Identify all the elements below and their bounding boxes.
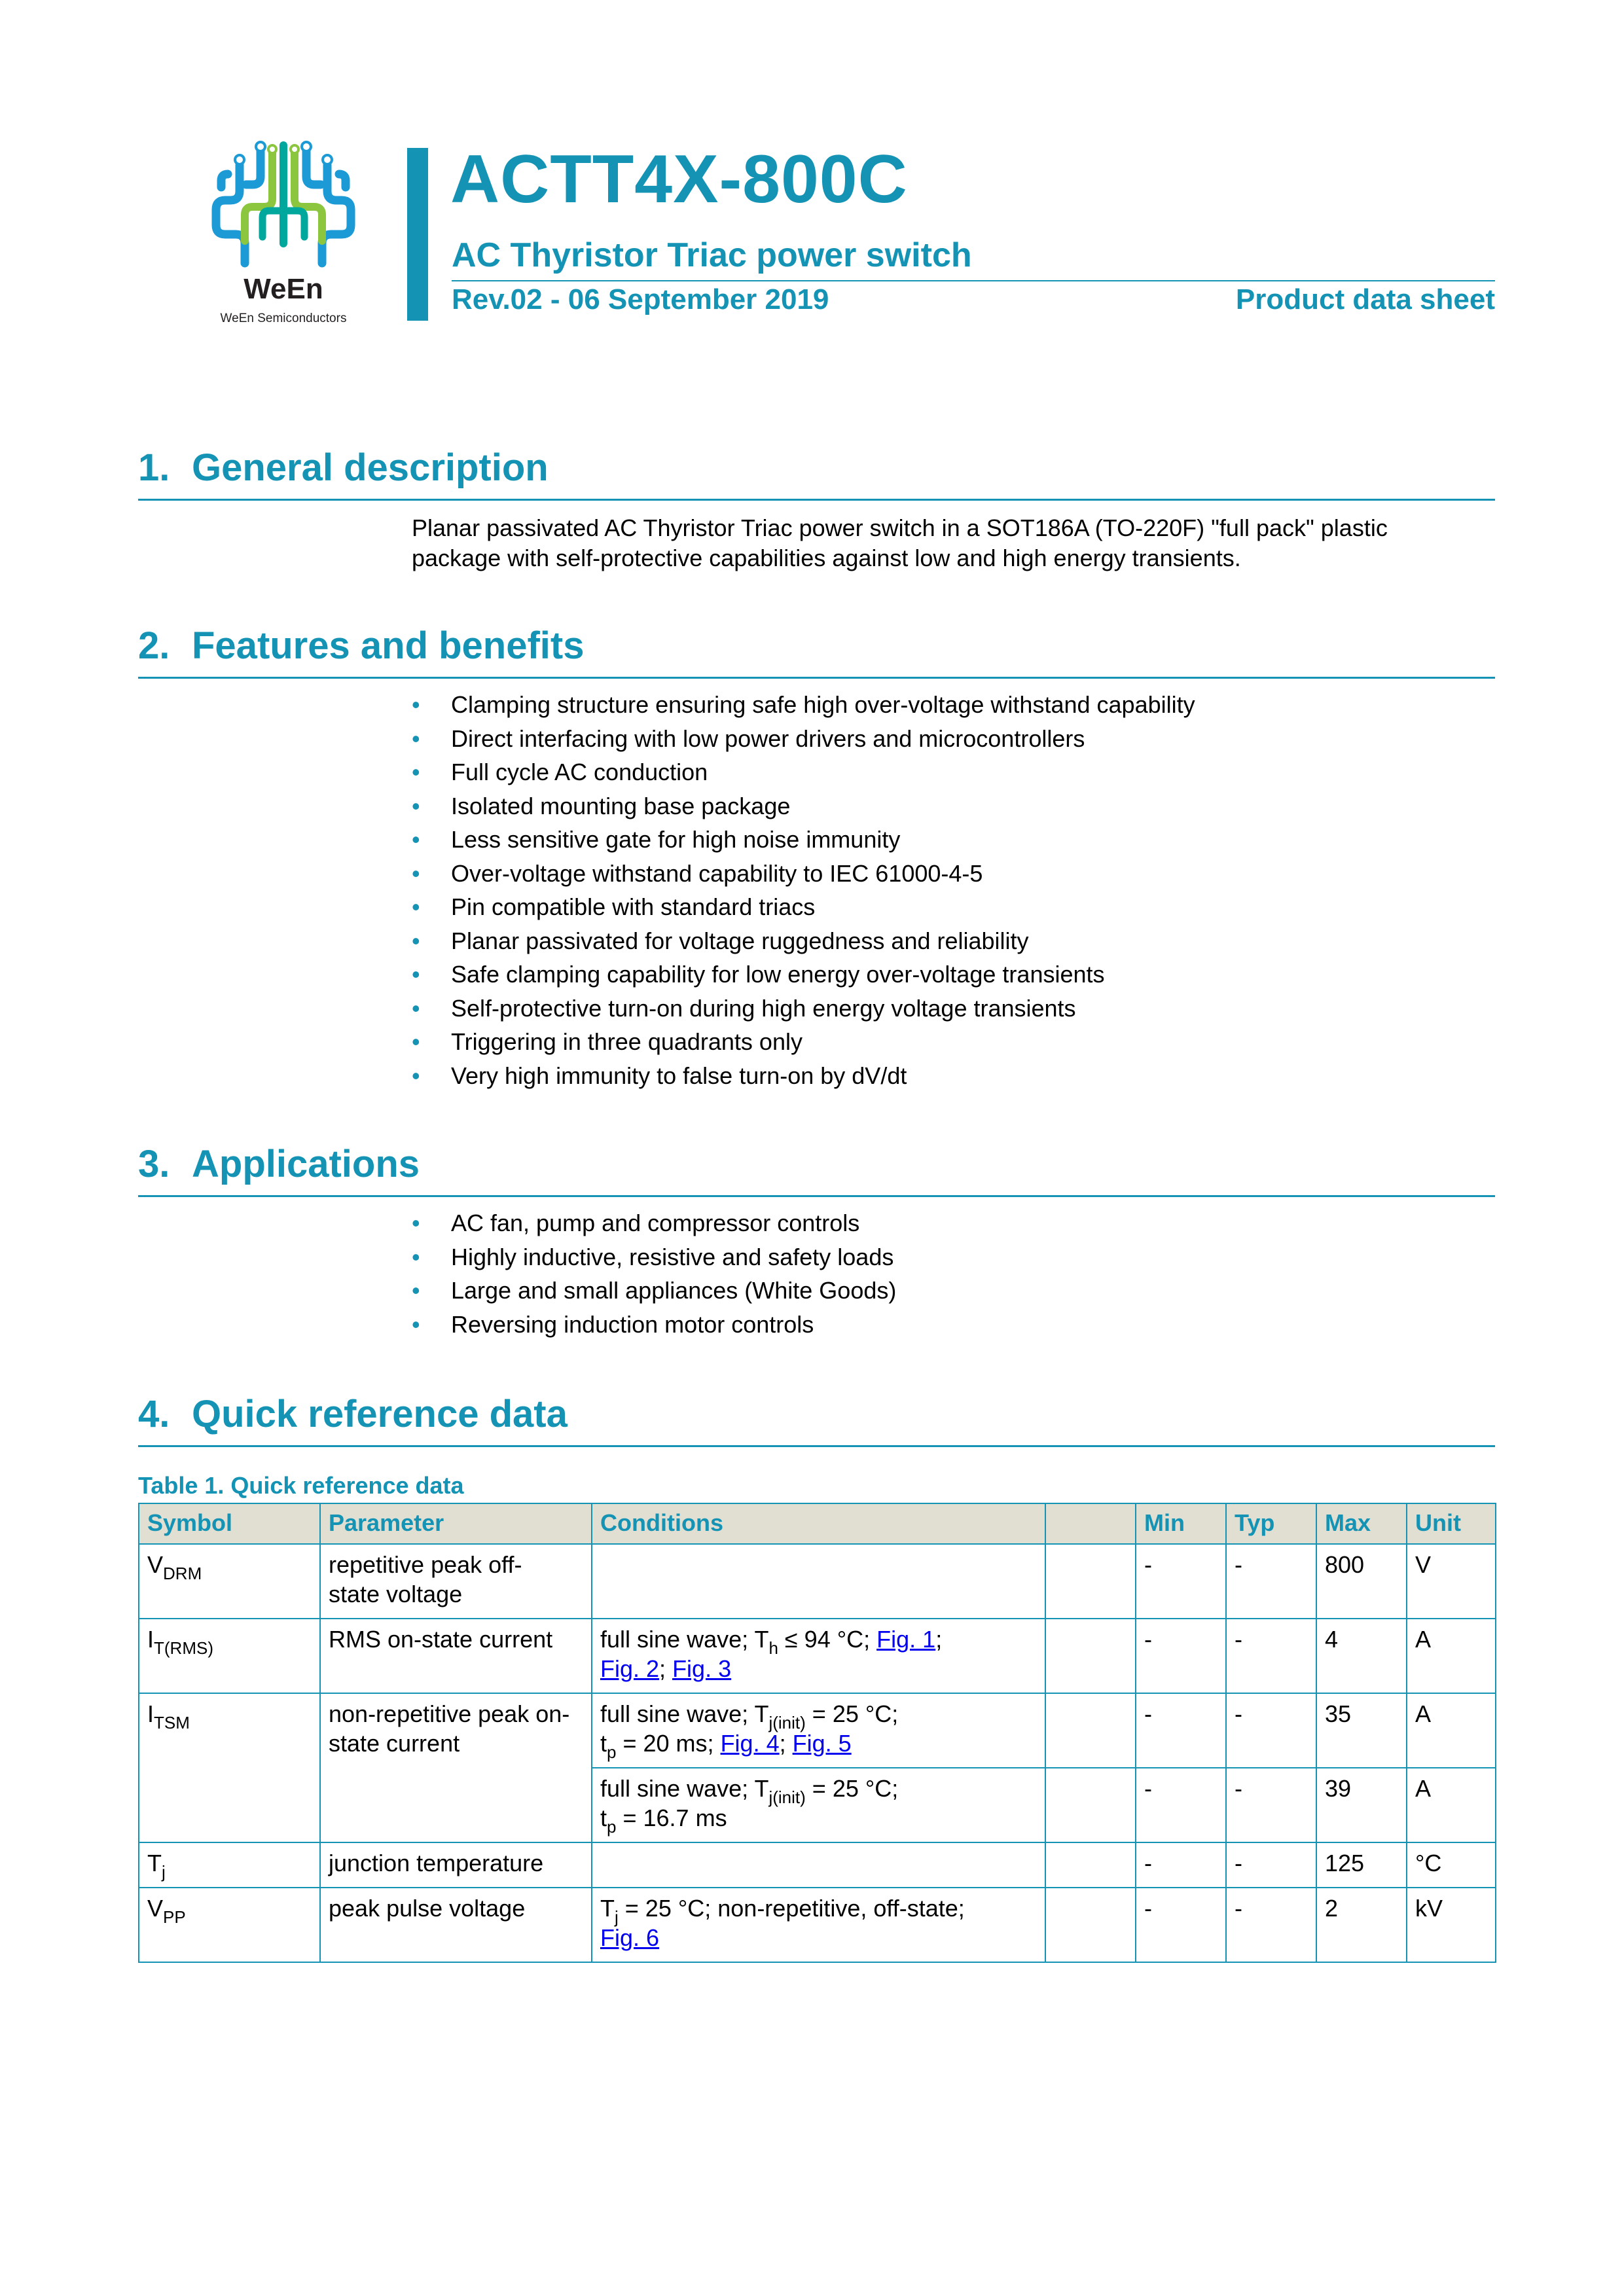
typ-cell: - bbox=[1226, 1768, 1316, 1842]
fig-4-link[interactable]: Fig. 4 bbox=[720, 1730, 780, 1757]
min-cell: - bbox=[1136, 1619, 1226, 1693]
column-header-unit: Unit bbox=[1407, 1503, 1496, 1544]
fig-5-link[interactable]: Fig. 5 bbox=[792, 1730, 852, 1757]
conditions-text: = 20 ms; bbox=[616, 1730, 721, 1757]
application-item: • Large and small appliances (White Goods) bbox=[412, 1274, 896, 1308]
conditions-subscript: j bbox=[615, 1907, 619, 1927]
fig-3-link[interactable]: Fig. 3 bbox=[672, 1655, 732, 1682]
symbol-text: I bbox=[147, 1626, 154, 1653]
application-item: • AC fan, pump and compressor controls bbox=[412, 1206, 896, 1240]
table-row bbox=[139, 1842, 1496, 1888]
min-cell: - bbox=[1136, 1888, 1226, 1962]
conditions-line bbox=[600, 1803, 1037, 1837]
feature-item: • Isolated mounting base package bbox=[412, 789, 1195, 823]
column-header-max: Max bbox=[1316, 1503, 1407, 1544]
symbol-subscript: j bbox=[162, 1862, 166, 1882]
application-item: • Highly inductive, resistive and safety loads bbox=[412, 1240, 896, 1274]
typ-cell: - bbox=[1226, 1888, 1316, 1962]
parameter-line: state current bbox=[329, 1730, 460, 1757]
unit-cell: A bbox=[1407, 1768, 1496, 1842]
conditions-cell bbox=[592, 1693, 1045, 1768]
feature-item: • Over-voltage withstand capability to IEC 61000-4-5 bbox=[412, 857, 1195, 891]
unit-cell: kV bbox=[1407, 1888, 1496, 1962]
conditions-line bbox=[600, 1624, 1037, 1658]
parameter-line: repetitive peak off- bbox=[329, 1551, 522, 1578]
parameter-cell bbox=[320, 1544, 592, 1619]
conditions-cell bbox=[592, 1842, 1045, 1888]
logo-tagline: WeEn Semiconductors bbox=[220, 312, 347, 325]
parameter-cell bbox=[320, 1619, 592, 1693]
separator-text: ; bbox=[659, 1655, 673, 1682]
unit-cell: A bbox=[1407, 1619, 1496, 1693]
conditions-line bbox=[600, 1893, 1037, 1927]
blank-cell bbox=[1045, 1888, 1136, 1962]
feature-item: • Full cycle AC conduction bbox=[412, 755, 1195, 789]
conditions-cell bbox=[592, 1619, 1045, 1693]
column-header-conditions: Conditions bbox=[592, 1503, 1045, 1544]
conditions-text: T bbox=[600, 1895, 615, 1922]
section-title: Applications bbox=[192, 1143, 420, 1185]
conditions-line bbox=[600, 1774, 1037, 1807]
conditions-subscript: j(init) bbox=[768, 1713, 806, 1732]
section-number: 4. bbox=[138, 1393, 170, 1435]
conditions-cell bbox=[592, 1544, 1045, 1619]
blank-cell bbox=[1045, 1768, 1136, 1842]
typ-cell: - bbox=[1226, 1619, 1316, 1693]
min-cell: - bbox=[1136, 1693, 1226, 1768]
max-cell: 39 bbox=[1316, 1768, 1407, 1842]
fig-1-link[interactable]: Fig. 1 bbox=[876, 1626, 936, 1653]
document-title: ACTT4X-800C bbox=[450, 141, 908, 217]
table-row bbox=[139, 1619, 1496, 1693]
conditions-text: = 25 °C; bbox=[805, 1700, 899, 1727]
conditions-subscript: h bbox=[768, 1638, 778, 1658]
min-cell: - bbox=[1136, 1768, 1226, 1842]
parameter-cell bbox=[320, 1888, 592, 1962]
symbol-subscript: TSM bbox=[154, 1713, 190, 1732]
document-subtitle: AC Thyristor Triac power switch bbox=[452, 236, 972, 274]
section-divider bbox=[138, 1445, 1495, 1447]
symbol-cell bbox=[139, 1842, 320, 1888]
column-header-blank bbox=[1045, 1503, 1136, 1544]
section-features-heading bbox=[138, 624, 585, 667]
conditions-text: = 25 °C; non-repetitive, off-state; bbox=[618, 1895, 965, 1922]
table-row bbox=[139, 1693, 1496, 1768]
feature-item: • Very high immunity to false turn-on by dV/dt bbox=[412, 1059, 1195, 1093]
conditions-cell bbox=[592, 1768, 1045, 1842]
feature-item: • Pin compatible with standard triacs bbox=[412, 890, 1195, 924]
symbol-subscript: DRM bbox=[163, 1564, 202, 1583]
logo-wordmark: WeEn bbox=[244, 273, 323, 305]
section-divider bbox=[138, 677, 1495, 679]
symbol-subscript: PP bbox=[163, 1907, 186, 1927]
conditions-line bbox=[600, 1654, 1037, 1683]
conditions-text: full sine wave; T bbox=[600, 1775, 769, 1802]
section-number: 2. bbox=[138, 624, 170, 667]
symbol-subscript: T(RMS) bbox=[154, 1638, 213, 1658]
parameter-line: junction temperature bbox=[329, 1850, 544, 1876]
conditions-subscript: p bbox=[607, 1742, 617, 1762]
symbol-cell bbox=[139, 1544, 320, 1619]
max-cell: 35 bbox=[1316, 1693, 1407, 1768]
parameter-line: RMS on-state current bbox=[329, 1626, 553, 1653]
conditions-text: full sine wave; T bbox=[600, 1626, 769, 1653]
table-row bbox=[139, 1888, 1496, 1962]
quick-reference-table bbox=[138, 1503, 1496, 1963]
blank-cell bbox=[1045, 1619, 1136, 1693]
conditions-subscript: j(init) bbox=[768, 1787, 806, 1807]
section-title: Quick reference data bbox=[192, 1393, 568, 1435]
max-cell: 4 bbox=[1316, 1619, 1407, 1693]
ween-logo bbox=[208, 139, 359, 329]
general-description-text bbox=[412, 513, 1492, 573]
symbol-text: V bbox=[147, 1895, 164, 1922]
section-number: 1. bbox=[138, 446, 170, 489]
blank-cell bbox=[1045, 1544, 1136, 1619]
symbol-cell bbox=[139, 1888, 320, 1962]
column-header-symbol: Symbol bbox=[139, 1503, 320, 1544]
application-item: • Reversing induction motor controls bbox=[412, 1308, 896, 1342]
typ-cell: - bbox=[1226, 1693, 1316, 1768]
blank-cell bbox=[1045, 1693, 1136, 1768]
table-caption: Table 1. Quick reference data bbox=[138, 1472, 464, 1499]
column-header-typ: Typ bbox=[1226, 1503, 1316, 1544]
section-number: 3. bbox=[138, 1143, 170, 1185]
column-header-parameter: Parameter bbox=[320, 1503, 592, 1544]
table-header-row bbox=[139, 1503, 1496, 1544]
unit-cell: V bbox=[1407, 1544, 1496, 1619]
min-cell: - bbox=[1136, 1544, 1226, 1619]
unit-cell: °C bbox=[1407, 1842, 1496, 1888]
symbol-text: V bbox=[147, 1551, 164, 1578]
section-quick-reference-heading bbox=[138, 1395, 568, 1433]
conditions-text: t bbox=[600, 1804, 607, 1831]
conditions-line bbox=[600, 1699, 1037, 1732]
conditions-subscript: p bbox=[607, 1817, 617, 1837]
conditions-line bbox=[600, 1923, 1037, 1952]
conditions-text: t bbox=[600, 1730, 607, 1757]
section-applications-heading bbox=[138, 1145, 420, 1183]
title-accent-bar bbox=[407, 148, 428, 321]
feature-item: • Self-protective turn-on during high energy voltage transients bbox=[412, 992, 1195, 1026]
fig-6-link[interactable]: Fig. 6 bbox=[600, 1924, 660, 1951]
feature-item: • Less sensitive gate for high noise immunity bbox=[412, 823, 1195, 857]
symbol-text: T bbox=[147, 1850, 162, 1876]
conditions-text: = 16.7 ms bbox=[616, 1804, 727, 1831]
max-cell: 125 bbox=[1316, 1842, 1407, 1888]
feature-item: • Direct interfacing with low power drivers and microcontrollers bbox=[412, 722, 1195, 756]
feature-item: • Triggering in three quadrants only bbox=[412, 1025, 1195, 1059]
parameter-cell bbox=[320, 1842, 592, 1888]
header-divider bbox=[452, 280, 1495, 281]
fig-2-link[interactable]: Fig. 2 bbox=[600, 1655, 660, 1682]
parameter-line: state voltage bbox=[329, 1581, 463, 1607]
section-divider bbox=[138, 499, 1495, 501]
column-header-min: Min bbox=[1136, 1503, 1226, 1544]
feature-item: • Clamping structure ensuring safe high over-voltage withstand capability bbox=[412, 688, 1195, 722]
table-row bbox=[139, 1544, 1496, 1619]
document-type: Product data sheet bbox=[1235, 283, 1495, 315]
min-cell: - bbox=[1136, 1842, 1226, 1888]
max-cell: 2 bbox=[1316, 1888, 1407, 1962]
blank-cell bbox=[1045, 1842, 1136, 1888]
typ-cell: - bbox=[1226, 1544, 1316, 1619]
section-title: Features and benefits bbox=[192, 624, 585, 667]
parameter-line: peak pulse voltage bbox=[329, 1895, 526, 1922]
conditions-line bbox=[600, 1729, 1037, 1762]
conditions-cell bbox=[592, 1888, 1045, 1962]
max-cell: 800 bbox=[1316, 1544, 1407, 1619]
feature-item: • Safe clamping capability for low energy over-voltage transients bbox=[412, 958, 1195, 992]
parameter-cell bbox=[320, 1693, 592, 1842]
general-description-line: package with self-protective capabilities against low and high energy transients. bbox=[412, 545, 1241, 571]
typ-cell: - bbox=[1226, 1842, 1316, 1888]
general-description-line: Planar passivated AC Thyristor Triac power switch in a SOT186A (TO-220F) "full pack" plastic bbox=[412, 514, 1388, 541]
conditions-text: = 25 °C; bbox=[805, 1775, 899, 1802]
applications-list bbox=[412, 1206, 896, 1341]
section-divider bbox=[138, 1195, 1495, 1197]
conditions-text: ≤ 94 °C; bbox=[778, 1626, 877, 1653]
separator-text: ; bbox=[935, 1626, 943, 1653]
feature-item: • Planar passivated for voltage ruggedness and reliability bbox=[412, 924, 1195, 958]
symbol-text: I bbox=[147, 1700, 154, 1727]
symbol-cell bbox=[139, 1619, 320, 1693]
unit-cell: A bbox=[1407, 1693, 1496, 1768]
section-title: General description bbox=[192, 446, 549, 489]
symbol-cell bbox=[139, 1693, 320, 1842]
separator-text: ; bbox=[779, 1730, 793, 1757]
conditions-text: full sine wave; T bbox=[600, 1700, 769, 1727]
parameter-line: non-repetitive peak on- bbox=[329, 1700, 570, 1727]
features-list bbox=[412, 688, 1195, 1092]
document-revision: Rev.02 - 06 September 2019 bbox=[452, 283, 829, 315]
section-general-description-heading bbox=[138, 446, 549, 489]
